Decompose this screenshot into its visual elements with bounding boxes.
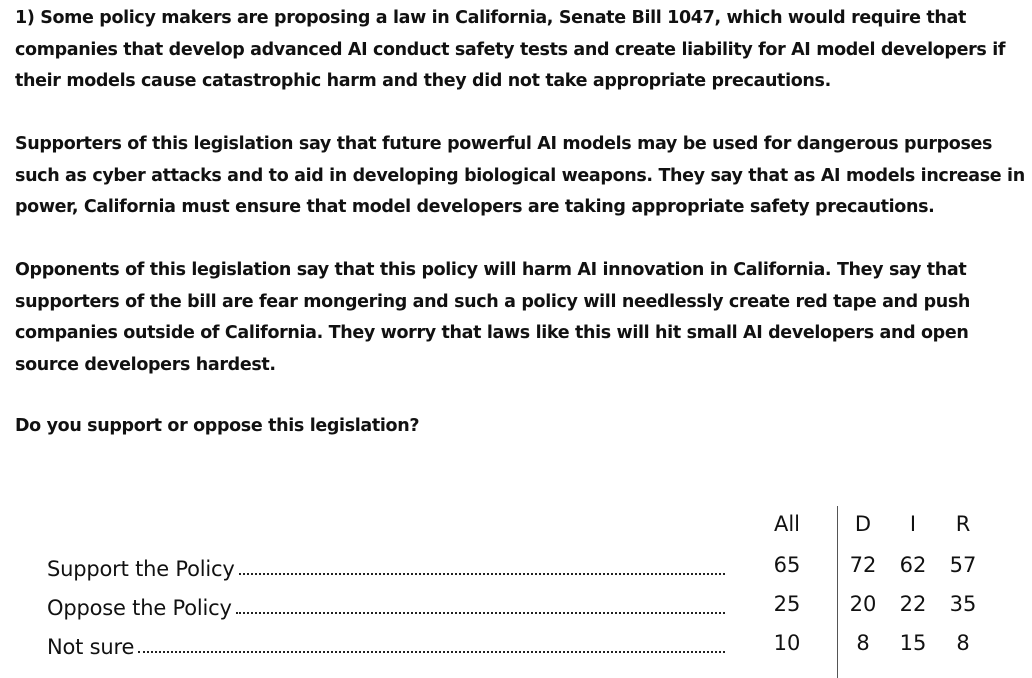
table-row-label (47, 627, 725, 659)
question-prompt: Do you support or oppose this legislation? (15, 416, 420, 436)
value-all: 25 (773, 592, 801, 616)
supporters-paragraph: Supporters of this legislation say that future powerful AI models may be used for dangerous purposes such as cyber attacks and to aid in developing biological weapons. They say that as AI models increase in power, California must ensure that model developers are taking appropriate safety precautions. (15, 134, 1025, 217)
opponents-paragraph: Opponents of this legislation say that this policy will harm AI innovation in California. They say that supporters of the bill are fear mongering and such a policy will needlessly create red tape and push companies outside of California. They worry that laws like this will hit small AI developers and open source developers hardest. (15, 260, 971, 375)
value-republican: 35 (949, 592, 977, 616)
header-democrat: D (854, 512, 872, 536)
question-intro: 1) Some policy makers are proposing a law in California, Senate Bill 1047, which would require that companies that develop advanced AI conduct safety tests and create liability for AI model developers if their models cause catastrophic harm and they did not take appropriate precautions. (15, 8, 1006, 91)
value-republican: 8 (956, 631, 970, 655)
row-label-text: Oppose the Policy (47, 596, 232, 620)
value-independent: 15 (899, 631, 927, 655)
value-independent: 22 (899, 592, 927, 616)
header-all: All (773, 512, 801, 536)
value-all: 65 (773, 553, 801, 577)
header-independent: I (909, 512, 917, 536)
dot-leader (138, 651, 725, 653)
dot-leader (239, 573, 725, 575)
row-label-text: Not sure (47, 635, 135, 659)
header-republican: R (955, 512, 971, 536)
table-row-label (47, 588, 725, 620)
dot-leader (236, 612, 725, 614)
table-row-label (47, 549, 725, 581)
row-label-text: Support the Policy (47, 557, 235, 581)
value-all: 10 (773, 631, 801, 655)
value-republican: 57 (949, 553, 977, 577)
value-democrat: 8 (856, 631, 870, 655)
value-independent: 62 (899, 553, 927, 577)
value-democrat: 20 (849, 592, 877, 616)
value-democrat: 72 (849, 553, 877, 577)
